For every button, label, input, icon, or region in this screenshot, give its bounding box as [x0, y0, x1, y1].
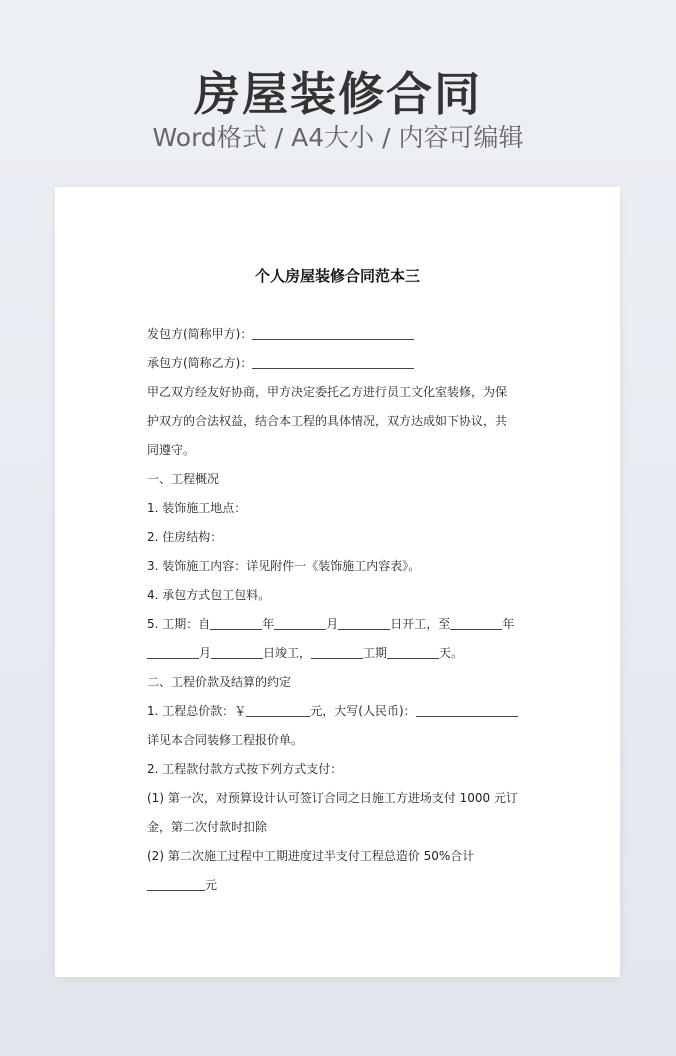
start-month-blank	[274, 615, 326, 630]
item-4: 4. 承包方式包工包料。	[147, 588, 271, 602]
price-uppercase-label: 元，大写(人民币)：	[310, 704, 416, 718]
party-a-blank	[252, 325, 414, 340]
start-year-blank	[210, 615, 262, 630]
start-year-label: 年	[262, 617, 275, 631]
days-label: 天。	[439, 646, 464, 660]
start-month-label: 月	[326, 617, 339, 631]
party-b-label: 承包方(简称乙方)：	[147, 356, 253, 370]
party-a-line	[147, 320, 539, 349]
item-5-prefix: 5. 工期：自	[147, 617, 211, 631]
document-title: 个人房屋装修合同范本三	[254, 267, 420, 285]
end-day-label: 日竣工，	[263, 646, 312, 660]
intro-line-1: 甲乙双方经友好协商，甲方决定委托乙方进行员工文化室装修，为保	[147, 385, 508, 399]
party-b-line	[147, 349, 539, 378]
section-1-heading: 一、工程概况	[147, 472, 220, 486]
intro-line-3: 同遵守。	[147, 443, 196, 457]
duration-blank-2	[387, 644, 439, 659]
item-1: 1. 装饰施工地点：	[147, 501, 247, 515]
start-day-blank	[338, 615, 390, 630]
item-3: 3. 装饰施工内容：详见附件一《装饰施工内容表》。	[147, 559, 421, 573]
page-title: 房屋装修合同	[194, 67, 482, 121]
payment-heading: 2. 工程款付款方式按下列方式支付：	[147, 762, 343, 776]
duration-label: 工期	[363, 646, 388, 660]
price-uppercase-blank	[416, 702, 518, 717]
item-2: 2. 住房结构：	[147, 530, 223, 544]
end-year-blank	[450, 615, 502, 630]
duration-blank-1	[311, 644, 363, 659]
payment-2-amount-blank	[147, 876, 205, 891]
end-year-label: 年	[502, 617, 515, 631]
total-price-label: 1. 工程总价款：￥	[147, 704, 247, 718]
end-month-blank	[147, 644, 199, 659]
item-5-line-2	[147, 639, 539, 668]
intro-line-2: 护双方的合法权益，结合本工程的具体情况，双方达成如下协议，共	[147, 414, 508, 428]
document-page	[55, 187, 620, 977]
payment-2-unit: 元	[205, 878, 218, 892]
payment-1-line-2: 金，第二次付款时扣除	[147, 820, 268, 834]
start-day-label: 日开工，至	[390, 617, 451, 631]
document-body	[147, 320, 539, 900]
page-subtitle: Word格式 / A4大小 / 内容可编辑	[152, 123, 524, 152]
total-price-line	[147, 697, 539, 726]
payment-2-line-2	[147, 871, 539, 900]
end-day-blank	[211, 644, 263, 659]
party-b-blank	[252, 354, 414, 369]
party-a-label: 发包方(简称甲方)：	[147, 327, 253, 341]
end-month-label: 月	[199, 646, 212, 660]
item-5-line-1	[147, 610, 539, 639]
payment-1-line-1: (1) 第一次，对预算设计认可签订合同之日施工方进场支付 1000 元订	[147, 791, 518, 805]
price-note: 详见本合同装修工程报价单。	[147, 733, 304, 747]
payment-2-line-1: (2) 第二次施工过程中工期进度过半支付工程总造价 50%合计	[147, 849, 475, 863]
section-2-heading: 二、工程价款及结算的约定	[147, 675, 292, 689]
price-amount-blank	[246, 702, 310, 717]
